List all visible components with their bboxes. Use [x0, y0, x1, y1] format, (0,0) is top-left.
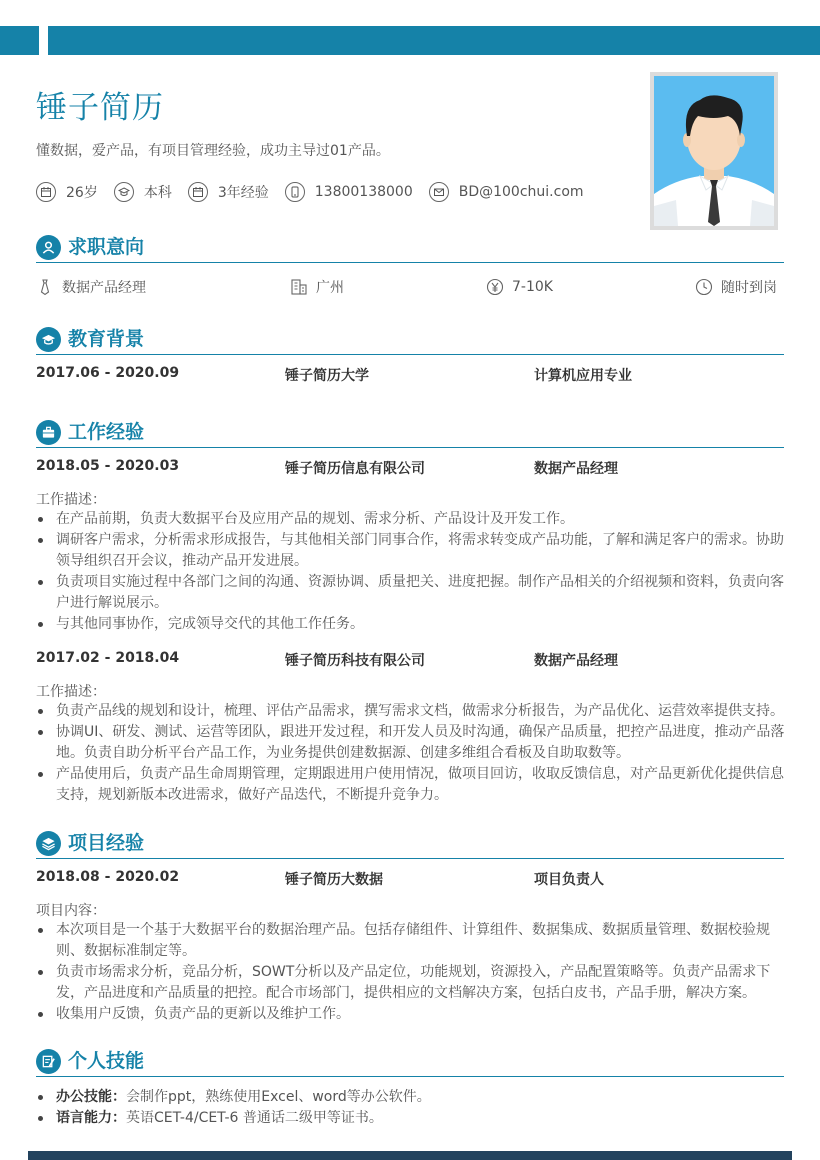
intent-salary-text: 7-10K [512, 279, 553, 295]
building-icon [290, 278, 308, 296]
briefcase-icon [36, 420, 61, 445]
project-name: 锤子简历大数据 [285, 872, 383, 888]
work-entry-1 [36, 458, 784, 478]
basic-info-row [36, 180, 600, 204]
list-item [36, 1087, 786, 1108]
work-1-company: 锤子简历信息有限公司 [285, 461, 425, 477]
info-email [429, 182, 584, 202]
list-item: 产品使用后，负责产品生命周期管理，定期跟进用户使用情况，做项目回访，收取反馈信息，对产品更新优化提供信息支持，规划新版本改进需求，做好产品迭代，不断提升竞争力。 [36, 764, 786, 806]
tie-icon [36, 278, 54, 296]
top-accent-bar-right [48, 26, 820, 55]
mail-icon [429, 182, 449, 202]
project-entry [36, 869, 784, 889]
project-desc-label: 项目内容： [36, 903, 106, 919]
calendar-icon [188, 182, 208, 202]
list-item: 本次项目是一个基于大数据平台的数据治理产品。包括存储组件、计算组件、数据集成、数据质量管理、数据校验规则、数据标准制定等。 [36, 920, 786, 962]
candidate-intro: 懂数据，爱产品，有项目管理经验，成功主导过01产品。 [36, 143, 390, 159]
education-section-title: 教育背景 [68, 328, 145, 350]
work-1-role: 数据产品经理 [534, 461, 618, 477]
intent-city-text: 广州 [316, 280, 344, 296]
clock-icon [695, 278, 713, 296]
skill-text: 会制作ppt，熟练使用Excel、word等办公软件。 [126, 1089, 431, 1105]
skill-text: 英语CET-4/CET-6 普通话二级甲等证书。 [126, 1110, 383, 1126]
list-item: 协调UI、研发、测试、运营等团队，跟进开发过程，和开发人员及时沟通，确保产品质量，把控产品进度，推动产品落地。负责自助分析平台产品工作，为业务提供创建数据源、创建多维组合看板及自助取数等。 [36, 722, 786, 764]
education-section-header [36, 325, 784, 355]
project-bullets [36, 920, 786, 1025]
work-section-title: 工作经验 [68, 421, 145, 443]
work-section-header [36, 418, 784, 448]
project-role: 项目负责人 [534, 872, 604, 888]
phone-icon [285, 182, 305, 202]
list-item: 负责市场需求分析，竞品分析，SOWT分析以及产品定位，功能规划，资源投入，产品配置策略等。负责产品需求下发，产品进度和产品质量的把控。配合市场部门，提供相应的文档解决方案，包括白皮书，产品手册，解决方案。 [36, 962, 786, 1004]
list-item: 在产品前期，负责大数据平台及应用产品的规划、需求分析、产品设计及开发工作。 [36, 509, 786, 530]
intent-availability [695, 276, 777, 298]
intent-section-header [36, 233, 784, 263]
job-intent-row [36, 276, 784, 298]
work-2-bullets [36, 701, 786, 806]
bottom-accent-bar [28, 1151, 792, 1160]
top-accent-bar-left [0, 26, 39, 55]
education-major: 计算机应用专业 [534, 368, 632, 384]
project-date: 2018.08 - 2020.02 [36, 869, 180, 885]
skills-list [36, 1087, 786, 1129]
skill-label: 办公技能： [56, 1089, 126, 1105]
intent-section-title: 求职意向 [68, 236, 145, 258]
avatar [654, 76, 774, 226]
calendar-icon [36, 182, 56, 202]
graduation-cap-icon [114, 182, 134, 202]
skills-section-header [36, 1047, 784, 1077]
user-icon [36, 235, 61, 260]
graduation-cap-icon [36, 327, 61, 352]
info-phone [285, 182, 413, 202]
work-1-date: 2018.05 - 2020.03 [36, 458, 180, 474]
candidate-name: 锤子简历 [36, 90, 164, 126]
list-item: 调研客户需求，分析需求形成报告，与其他相关部门同事合作，将需求转变成产品功能，了解和满足客户的需求。协助领导组织召开会议，推动产品开发进展。 [36, 530, 786, 572]
work-2-company: 锤子简历科技有限公司 [285, 653, 425, 669]
layers-icon [36, 831, 61, 856]
yen-icon [486, 278, 504, 296]
info-degree [114, 182, 172, 202]
intent-availability-text: 随时到岗 [721, 280, 777, 296]
info-age [36, 182, 98, 202]
intent-position-text: 数据产品经理 [62, 280, 146, 296]
info-experience-text: 3年经验 [217, 185, 269, 201]
work-2-date: 2017.02 - 2018.04 [36, 650, 180, 666]
info-phone-text[interactable]: 13800138000 [314, 184, 413, 200]
project-section-header [36, 829, 784, 859]
intent-position [36, 276, 146, 298]
skills-section-title: 个人技能 [68, 1050, 145, 1072]
list-item: 负责产品线的规划和设计，梳理、评估产品需求，撰写需求文档，做需求分析报告，为产品优化、运营效率提供支持。 [36, 701, 786, 722]
education-school: 锤子简历大学 [285, 368, 369, 384]
info-degree-text: 本科 [143, 185, 172, 201]
list-item: 与其他同事协作，完成领导交代的其他工作任务。 [36, 614, 786, 635]
work-2-desc-label: 工作描述： [36, 684, 106, 700]
list-item: 收集用户反馈，负责产品的更新以及维护工作。 [36, 1004, 786, 1025]
work-entry-2 [36, 650, 784, 670]
intent-city [290, 276, 344, 298]
skill-label: 语言能力： [56, 1110, 126, 1126]
info-email-text[interactable]: BD@100chui.com [458, 184, 584, 200]
edit-icon [36, 1049, 61, 1074]
info-experience [188, 182, 269, 202]
profile-photo [650, 72, 778, 230]
work-1-desc-label: 工作描述： [36, 492, 106, 508]
work-1-bullets [36, 509, 786, 635]
project-section-title: 项目经验 [68, 832, 145, 854]
education-date: 2017.06 - 2020.09 [36, 365, 180, 381]
work-2-role: 数据产品经理 [534, 653, 618, 669]
intent-salary [486, 276, 553, 298]
info-age-text: 26岁 [66, 185, 98, 201]
education-entry [36, 365, 784, 385]
list-item [36, 1108, 786, 1129]
list-item: 负责项目实施过程中各部门之间的沟通、资源协调、质量把关、进度把握。制作产品相关的介绍视频和资料，负责向客户进行解说展示。 [36, 572, 786, 614]
